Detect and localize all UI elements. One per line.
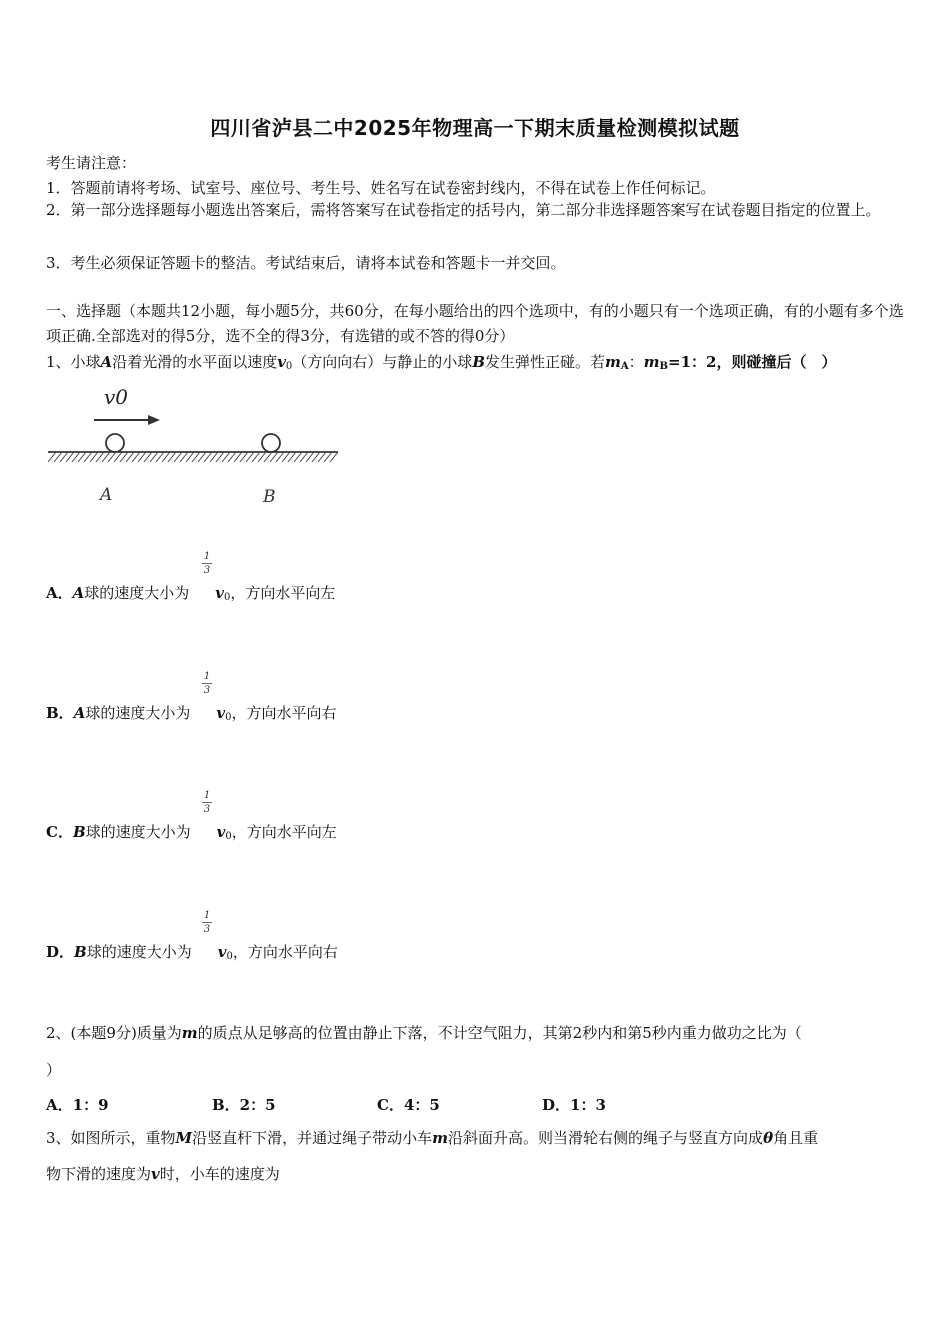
- collision-diagram: [46, 380, 346, 510]
- notice-item-1: 1．答题前请将考场、试室号、座位号、考生号、姓名写在试卷密封线内，不得在试卷上作任何标记。: [46, 179, 716, 197]
- ball-a-symbol: A: [100, 353, 113, 371]
- ball-b-symbol: B: [472, 353, 485, 371]
- q2-option-b[interactable]: B．2：5: [212, 1096, 276, 1114]
- question-2-stem: 2、(本题9分)质量为m的质点从足够高的位置由静止下落，不计空气阻力，其第2秒内和第5秒内重力做功之比为（: [46, 1024, 802, 1042]
- notice-item-2: 2．第一部分选择题每小题选出答案后，需将答案写在试卷指定的括号内，第二部分非选择题答案写在试卷题目指定的位置上。: [46, 201, 881, 219]
- section-heading: 一、选择题（本题共12小题，每小题5分，共60分，在每小题给出的四个选项中，有的小题只有一个选项正确，有的小题有多个选项正确.全部选对的得5分，选不全的得3分，有选错的或不答的得0分）: [46, 302, 904, 345]
- ball-a: [106, 434, 124, 452]
- label-b: B: [263, 487, 276, 507]
- q2-option-a[interactable]: A．1：9: [46, 1096, 109, 1114]
- velocity-label: v0: [104, 385, 129, 409]
- q2-option-d[interactable]: D．1：3: [542, 1096, 606, 1114]
- fraction-one-third: 1 3: [203, 671, 211, 696]
- option-a[interactable]: A．A球的速度大小为 $v_0$，方向水平向左: [46, 584, 336, 603]
- option-d[interactable]: D．B球的速度大小为 $v_0$，方向水平向右: [46, 943, 338, 962]
- question-1-stem: 1、小球A沿着光滑的水平面以速度$v_0$（方向向右）与静止的小球B发生弹性正碰。若$m_A$：$m_B=1$：2，则碰撞后（ ）: [46, 353, 837, 372]
- question-3-stem-line1: 3、如图所示，重物M沿竖直杆下滑，并通过绳子带动小车m沿斜面升高。则当滑轮右侧的绳子与竖直方向成θ角且重: [46, 1129, 819, 1147]
- question-3-stem-line2: 物下滑的速度为v时，小车的速度为: [46, 1165, 280, 1183]
- fraction-one-third: 1 3: [203, 551, 211, 576]
- question-2-close: ）: [46, 1061, 62, 1079]
- q2-option-c[interactable]: C．4：5: [377, 1096, 440, 1114]
- ground-hatching: [48, 452, 338, 462]
- option-b[interactable]: B．A球的速度大小为 $v_0$，方向水平向右: [46, 704, 337, 723]
- label-a: A: [100, 485, 113, 505]
- ball-b: [262, 434, 280, 452]
- fraction-one-third: 1 3: [203, 790, 211, 815]
- notice-heading: 考生请注意：: [46, 154, 137, 172]
- arrow-head: [148, 415, 160, 425]
- notice-item-3: 3．考生必须保证答题卡的整洁。考试结束后，请将本试卷和答题卡一并交回。: [46, 254, 566, 272]
- page-title: 四川省泸县二中2025年物理高一下期末质量检测模拟试题: [210, 116, 740, 140]
- fraction-one-third: 1 3: [203, 910, 211, 935]
- option-c[interactable]: C．B球的速度大小为 $v_0$，方向水平向左: [46, 823, 337, 842]
